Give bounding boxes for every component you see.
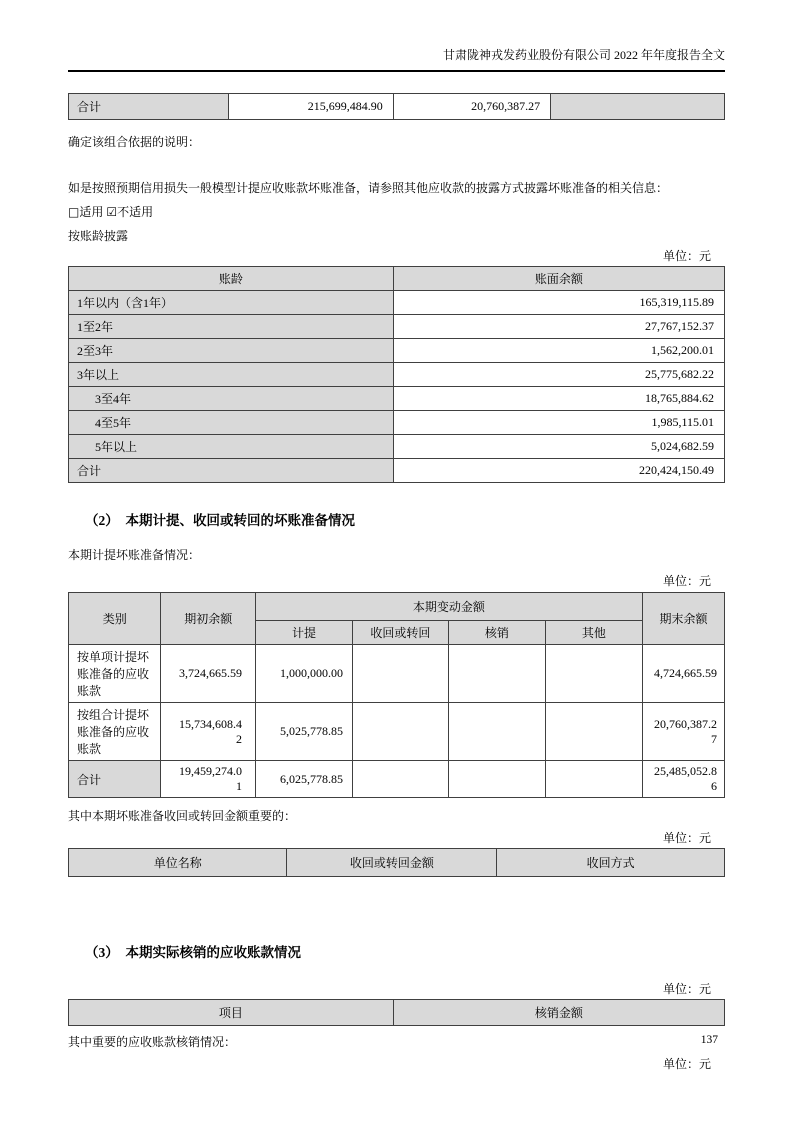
recovery-important-note: 其中本期坏账准备收回或转回金额重要的： (68, 809, 297, 823)
prov-total-other (545, 761, 642, 798)
table-total-row (69, 761, 725, 798)
prov-row-category: 按组合计提坏账准备的应收账款 (69, 703, 161, 761)
recovery-table (68, 848, 725, 877)
prov-row-category: 按单项计提坏账准备的应收账款 (69, 645, 161, 703)
table-row (69, 315, 725, 339)
recovery-header-unit-name: 单位名称 (69, 849, 287, 877)
not-applicable-label: 不适用 (117, 205, 154, 219)
prov-header-writeoff: 核销 (448, 621, 545, 645)
table-row (69, 363, 725, 387)
page-number: 137 (700, 1034, 718, 1046)
unit-label: 单位：元 (662, 574, 711, 588)
aging-total-label: 合计 (69, 459, 394, 483)
prov-row-accrual: 5,025,778.85 (255, 703, 352, 761)
carryover-total-table (68, 93, 725, 120)
unit-label: 单位：元 (662, 831, 711, 845)
writeoff-header-item: 项目 (69, 1000, 394, 1026)
aging-row-label: 4至5年 (69, 411, 394, 435)
prov-row-writeoff (448, 645, 545, 703)
aging-disclosure-note: 按账龄披露 (68, 229, 129, 243)
aging-row-value: 165,319,115.89 (393, 291, 724, 315)
aging-row-value: 1,562,200.01 (393, 339, 724, 363)
carryover-total-col2: 215,699,484.90 (229, 94, 394, 120)
aging-row-label: 1年以内（含1年） (69, 291, 394, 315)
aging-header-balance: 账面余额 (393, 267, 724, 291)
prov-row-closing: 4,724,665.59 (642, 645, 724, 703)
prov-row-closing: 20,760,387.27 (642, 703, 724, 761)
aging-row-label: 2至3年 (69, 339, 394, 363)
ecl-note: 如是按照预期信用损失一般模型计提应收账款坏账准备，请参照其他应收款的披露方式披露坏账准备的相关信息： (68, 181, 669, 195)
carryover-total-col3: 20,760,387.27 (393, 94, 550, 120)
writeoff-header-amount: 核销金额 (393, 1000, 724, 1026)
prov-row-recover (353, 645, 449, 703)
unit-label: 单位：元 (662, 982, 711, 996)
aging-row-label: 3至4年 (69, 387, 394, 411)
writeoff-table (68, 999, 725, 1026)
unit-label: 单位：元 (662, 1057, 711, 1071)
aging-row-label: 3年以上 (69, 363, 394, 387)
aging-row-value: 1,985,115.01 (393, 411, 724, 435)
aging-row-label: 1至2年 (69, 315, 394, 339)
prov-header-category: 类别 (69, 593, 161, 645)
section-3-heading: （3） 本期实际核销的应收账款情况 (85, 945, 301, 960)
aging-total-value: 220,424,150.49 (393, 459, 724, 483)
unit-label: 单位：元 (662, 249, 711, 263)
prov-header-change-group: 本期变动金额 (255, 593, 642, 621)
prov-row-opening: 3,724,665.59 (161, 645, 255, 703)
prov-row-recover (353, 703, 449, 761)
prov-header-closing: 期末余额 (642, 593, 724, 645)
checkbox-checked-icon: ☑ (106, 205, 118, 219)
prov-total-opening: 19,459,274.01 (161, 761, 255, 798)
prov-total-writeoff (448, 761, 545, 798)
header-rule (68, 70, 725, 72)
prov-header-opening: 期初余额 (161, 593, 255, 645)
recovery-header-method: 收回方式 (497, 849, 725, 877)
prov-row-other (545, 645, 642, 703)
prov-header-other: 其他 (545, 621, 642, 645)
provision-movement-table (68, 592, 725, 798)
aging-header-age: 账龄 (69, 267, 394, 291)
table-row (69, 645, 725, 703)
table-header-row (69, 593, 725, 621)
prov-total-accrual: 6,025,778.85 (255, 761, 352, 798)
table-row (69, 94, 725, 120)
checkbox-unchecked-icon: □ (68, 205, 80, 219)
carryover-total-col4 (551, 94, 725, 120)
table-row (69, 411, 725, 435)
recovery-header-amount: 收回或转回金额 (287, 849, 497, 877)
table-header-row (69, 267, 725, 291)
applicable-label: 适用 (79, 205, 104, 219)
aging-row-value: 18,765,884.62 (393, 387, 724, 411)
prov-total-recover (353, 761, 449, 798)
applicability-line (68, 204, 725, 220)
prov-total-closing: 25,485,052.86 (642, 761, 724, 798)
provision-intro: 本期计提坏账准备情况： (68, 548, 201, 562)
carryover-total-label: 合计 (69, 94, 229, 120)
aging-table (68, 266, 725, 483)
prov-header-recover: 收回或转回 (353, 621, 449, 645)
table-header-row (69, 849, 725, 877)
table-row (69, 291, 725, 315)
page-header-title: 甘肃陇神戎发药业股份有限公司 2022 年年度报告全文 (442, 48, 725, 62)
table-row (69, 459, 725, 483)
table-row (69, 703, 725, 761)
aging-row-label: 5年以上 (69, 435, 394, 459)
section-2-heading: （2） 本期计提、收回或转回的坏账准备情况 (85, 513, 355, 528)
table-row (69, 435, 725, 459)
basis-note: 确定该组合依据的说明： (68, 135, 201, 149)
prov-row-writeoff (448, 703, 545, 761)
table-row (69, 339, 725, 363)
table-row (69, 387, 725, 411)
writeoff-important-note: 其中重要的应收账款核销情况： (68, 1035, 237, 1049)
prov-total-label: 合计 (69, 761, 161, 798)
prov-row-opening: 15,734,608.42 (161, 703, 255, 761)
aging-row-value: 27,767,152.37 (393, 315, 724, 339)
aging-row-value: 5,024,682.59 (393, 435, 724, 459)
prov-row-other (545, 703, 642, 761)
prov-row-accrual: 1,000,000.00 (255, 645, 352, 703)
table-header-row (69, 1000, 725, 1026)
aging-row-value: 25,775,682.22 (393, 363, 724, 387)
prov-header-accrual: 计提 (255, 621, 352, 645)
